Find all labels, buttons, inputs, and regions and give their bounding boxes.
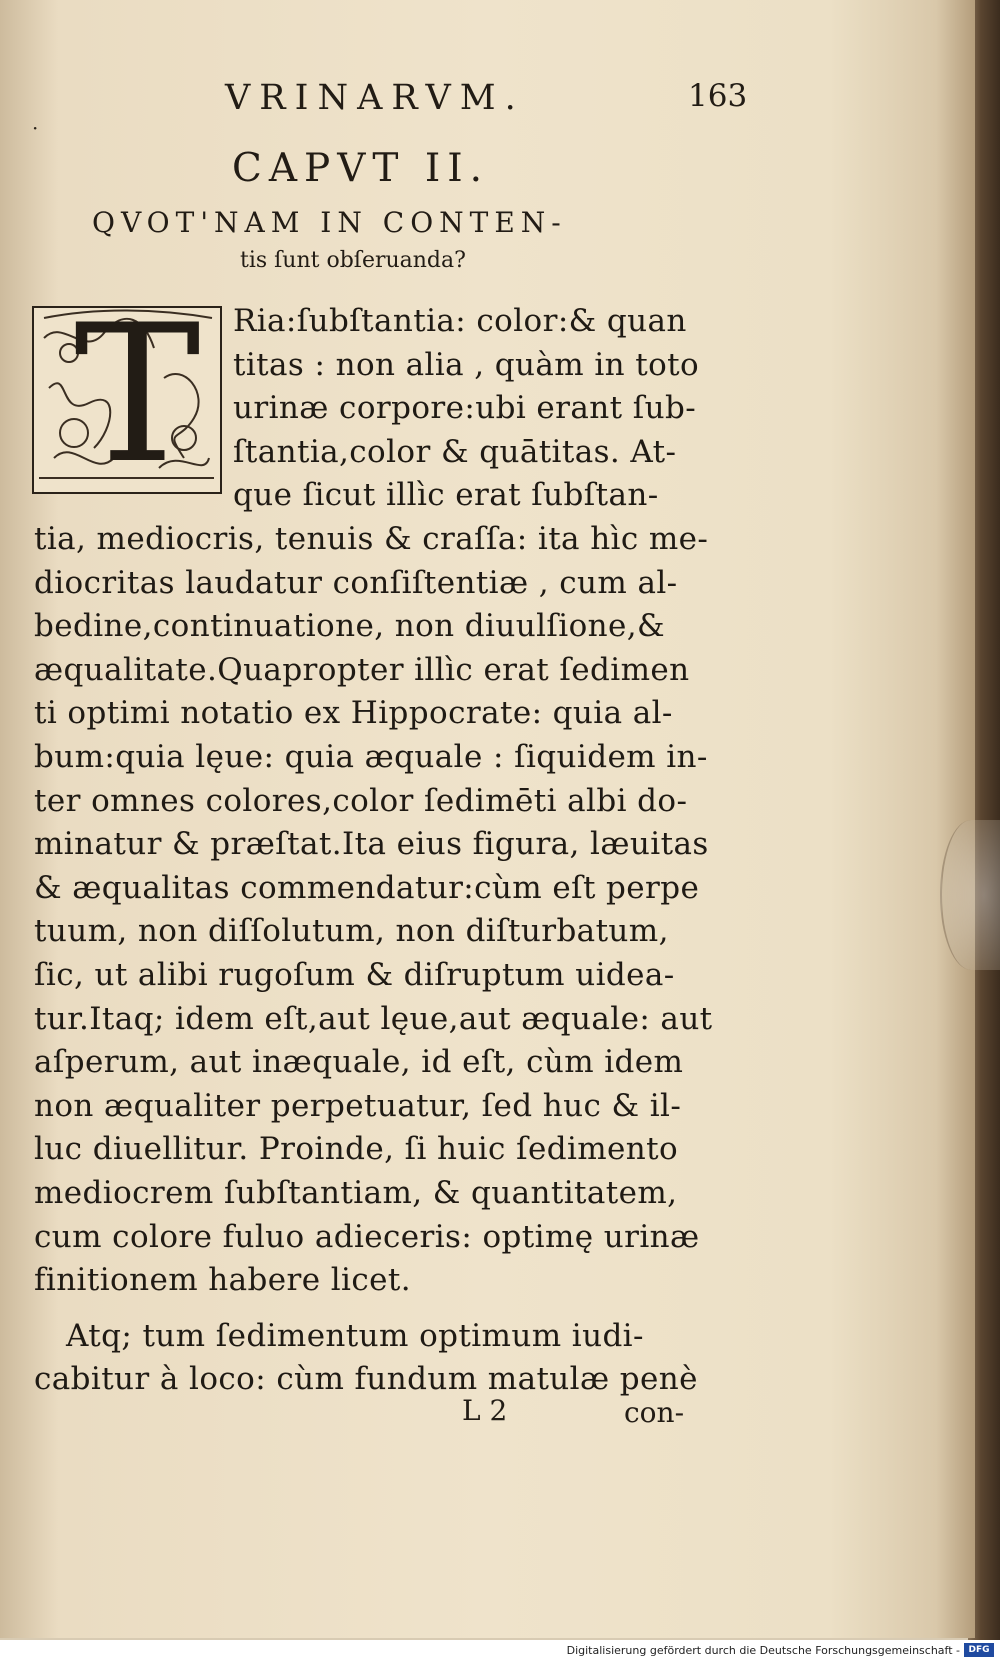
text-line: bum:quia lęue: quia æquale : ſiquidem in- bbox=[34, 739, 708, 775]
text-line: aſperum, aut inæquale, id eſt, cùm idem bbox=[34, 1044, 684, 1081]
text-line: tuum, non diſſolutum, non diſturbatum, bbox=[34, 913, 669, 950]
text-line: cum colore fuluo adieceris: optimę urinæ bbox=[34, 1218, 700, 1255]
text-line: cabitur à loco: cùm fundum matulæ penè bbox=[34, 1361, 698, 1398]
text-line: ſic, ut alibi rugoſum & diſruptum uidea- bbox=[34, 957, 675, 993]
text-line: bedine,continuatione, non diuulſione,& bbox=[34, 608, 666, 645]
dfg-logo: DFG bbox=[964, 1643, 994, 1657]
signature-mark: L 2 bbox=[462, 1394, 508, 1427]
text-line: Ria:ſubſtantia: color:& quan bbox=[233, 303, 687, 339]
text-line: & æqualitas commendatur:cùm eſt perpe bbox=[34, 869, 700, 906]
text-line: ter omnes colores,color ſedimēti albi do- bbox=[34, 782, 688, 819]
text-line: diocritas laudatur conſiſtentiæ , cum al- bbox=[34, 564, 678, 601]
text-line: tia, mediocris, tenuis & craſſa: ita hìc me- bbox=[34, 521, 709, 557]
text-line: ſtantia,color & quātitas. At- bbox=[233, 433, 677, 470]
text-line: æqualitate.Quapropter illìc erat ſedimen bbox=[34, 651, 690, 688]
text-line: mediocrem ſubſtantiam, & quantitatem, bbox=[34, 1175, 678, 1211]
ink-dot: · bbox=[32, 116, 39, 140]
chapter-subtitle-line-2: tis ſunt obſeruanda? bbox=[240, 248, 466, 273]
text-line: ti optimi notatio ex Hippocrate: quia al- bbox=[34, 695, 673, 732]
chapter-title: CAPVT II. bbox=[232, 146, 490, 191]
text-line: finitionem habere licet. bbox=[34, 1262, 411, 1299]
text-line: minatur & præſtat.Ita eius figura, læuitas bbox=[34, 826, 709, 863]
page-clip bbox=[940, 820, 1000, 970]
page-number: 163 bbox=[688, 78, 748, 114]
catchword: con- bbox=[624, 1396, 685, 1429]
text-line: tur.Itaq; idem eſt,aut lęue,aut æquale: aut bbox=[34, 1000, 713, 1037]
digitization-credit: Digitalisierung gefördert durch die Deutsche Forschungsgemeinschaft - bbox=[566, 1644, 960, 1657]
decorated-initial bbox=[32, 284, 222, 505]
running-head: VRINARVM. bbox=[225, 78, 525, 118]
text-line: que ſicut illìc erat ſubſtan- bbox=[233, 477, 659, 514]
text-line: titas : non alia , quàm in toto bbox=[233, 346, 700, 383]
text-line: Atq; tum ſedimentum optimum iudi- bbox=[66, 1317, 644, 1354]
text-line: non æqualiter perpetuatur, ſed huc & il- bbox=[34, 1087, 682, 1124]
text-line: urinæ corpore:ubi erant ſub- bbox=[233, 390, 697, 427]
initial-letter: T bbox=[74, 284, 201, 505]
text-line: luc diuellitur. Proinde, ſi huic ſedimento bbox=[34, 1131, 679, 1168]
chapter-subtitle-line-1: QVOT'NAM IN CONTEN- bbox=[92, 206, 567, 239]
